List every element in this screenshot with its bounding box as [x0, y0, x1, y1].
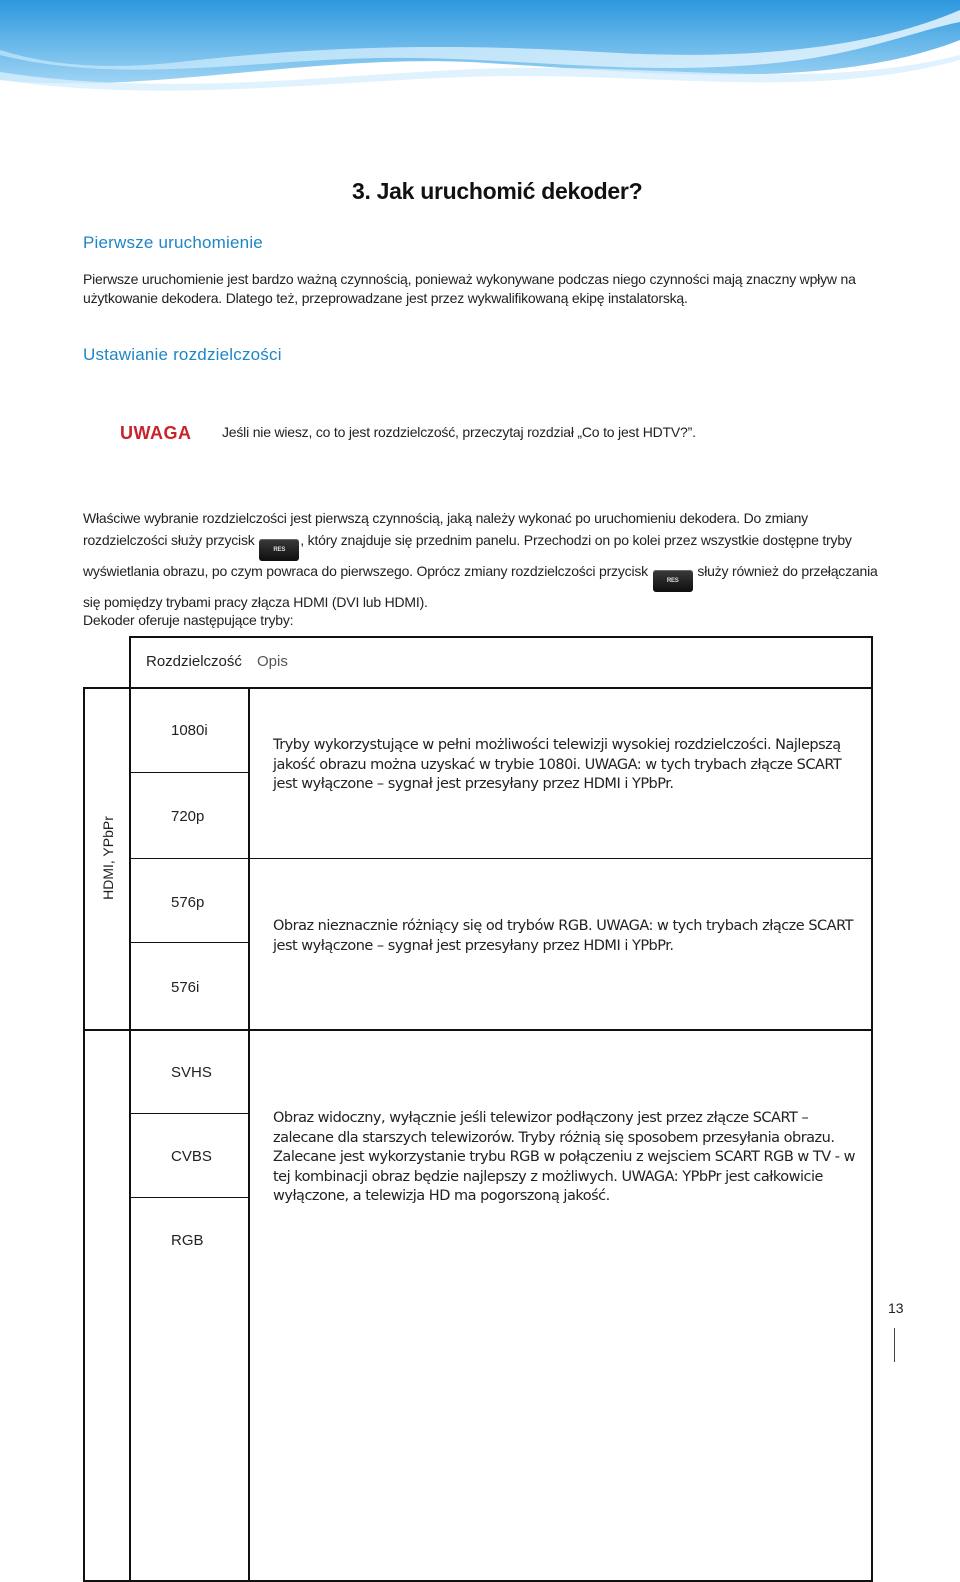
row-576i: 576i — [171, 979, 200, 996]
modes-intro: Dekoder oferuje następujące tryby: — [83, 612, 294, 628]
resolution-text-part3: służy również do przełączania się pomiędzy trybami pracy złącza HDMI (DVI lub HDMI). — [83, 562, 878, 610]
warning-text: Jeśli nie wiesz, co to jest rozdzielczość, przeczytaj rozdział „Co to jest HDTV?”. — [222, 424, 696, 440]
resolution-paragraph — [83, 508, 883, 613]
section-heading-first-start: Pierwsze uruchomienie — [83, 233, 263, 252]
page-number: 13 — [888, 1300, 904, 1316]
divider-row — [129, 858, 249, 859]
divider-row — [129, 1197, 249, 1198]
divider-row — [129, 772, 249, 773]
first-start-paragraph: Pierwsze uruchomienie jest bardzo ważną czynnością, ponieważ wykonywane podczas niego czynności mają znaczny wpływ na użytkowanie dekodera. Dlatego też, przeprowadzane jest przez wykwalifikowaną ekipę instalatorską. — [83, 271, 856, 306]
row-1080i: 1080i — [171, 722, 208, 739]
divider-group-hdmi — [83, 1029, 873, 1031]
divider-desc-1 — [248, 858, 873, 859]
header-description: Opis — [257, 653, 288, 670]
description-scart-modes: Obraz widoczny, wyłącznie jeśli telewizor podłączony jest przez złącze SCART – zalecane dla starszych telewizorów. Tryby różnią się sposobem przesyłania obrazu. Zalecane jest wykorzystanie trybu RGB w połączeniu z wejsciem SCART RGB w TV - w tej kombinacji obraz będzie najlepszy z możliwych. UWAGA: YPbPr jest całkowicie wyłączone, a telewizja HD ma pogorszoną jakość. — [273, 1110, 855, 1204]
decorative-wave-banner — [0, 0, 960, 110]
resolution-text-part1: Właściwe wybranie rozdzielczości jest pierwszą czynnością, jaką należy wykonać po uruchomieniu dekodera. Do zmiany rozdzielczości służy przycisk — [83, 510, 808, 548]
section-heading-resolution: Ustawianie rozdzielczości — [83, 345, 282, 364]
divider-row — [129, 1113, 249, 1114]
group-label-hdmi-ypbpr: HDMI, YPbPr — [100, 816, 116, 900]
header-resolution: Rozdzielczość — [146, 653, 242, 670]
description-hd-modes: Tryby wykorzystujące w pełni możliwości telewizji wysokiej rozdzielczości. Najlepszą jakość obrazu można uzyskać w trybie 1080i. UWAGA: w tych trybach złącze SCART jest wyłączone – sygnał jest przesyłany przez HDMI i YPbPr. — [273, 737, 842, 792]
description-sd-modes: Obraz nieznacznie różniący się od trybów RGB. UWAGA: w tych trybach złącze SCART jest wyłączone – sygnał jest przesyłany przez HDMI i YPbPr. — [273, 918, 853, 954]
row-720p: 720p — [171, 808, 205, 825]
divider-group-col — [129, 687, 131, 1582]
divider-row — [129, 942, 249, 943]
row-576p: 576p — [171, 894, 205, 911]
chapter-title: 3. Jak uruchomić dekoder? — [352, 178, 643, 204]
row-cvbs: CVBS — [171, 1148, 212, 1165]
divider-res-col — [248, 687, 250, 1582]
page-number-rule — [894, 1328, 895, 1362]
row-svhs: SVHS — [171, 1064, 212, 1081]
warning-label: UWAGA — [120, 423, 192, 443]
resolution-text-part2: , który znajduje się przednim panelu. Przechodzi on po kolei przez wszystkie dostępne tryby wyświetlania obrazu, po czym powraca do pierwszego. Oprócz zmiany rozdzielczości przycisk — [83, 531, 852, 579]
res-button-icon: RES — [259, 539, 299, 561]
row-rgb: RGB — [171, 1232, 204, 1249]
res-button-icon-2: RES — [653, 570, 693, 592]
